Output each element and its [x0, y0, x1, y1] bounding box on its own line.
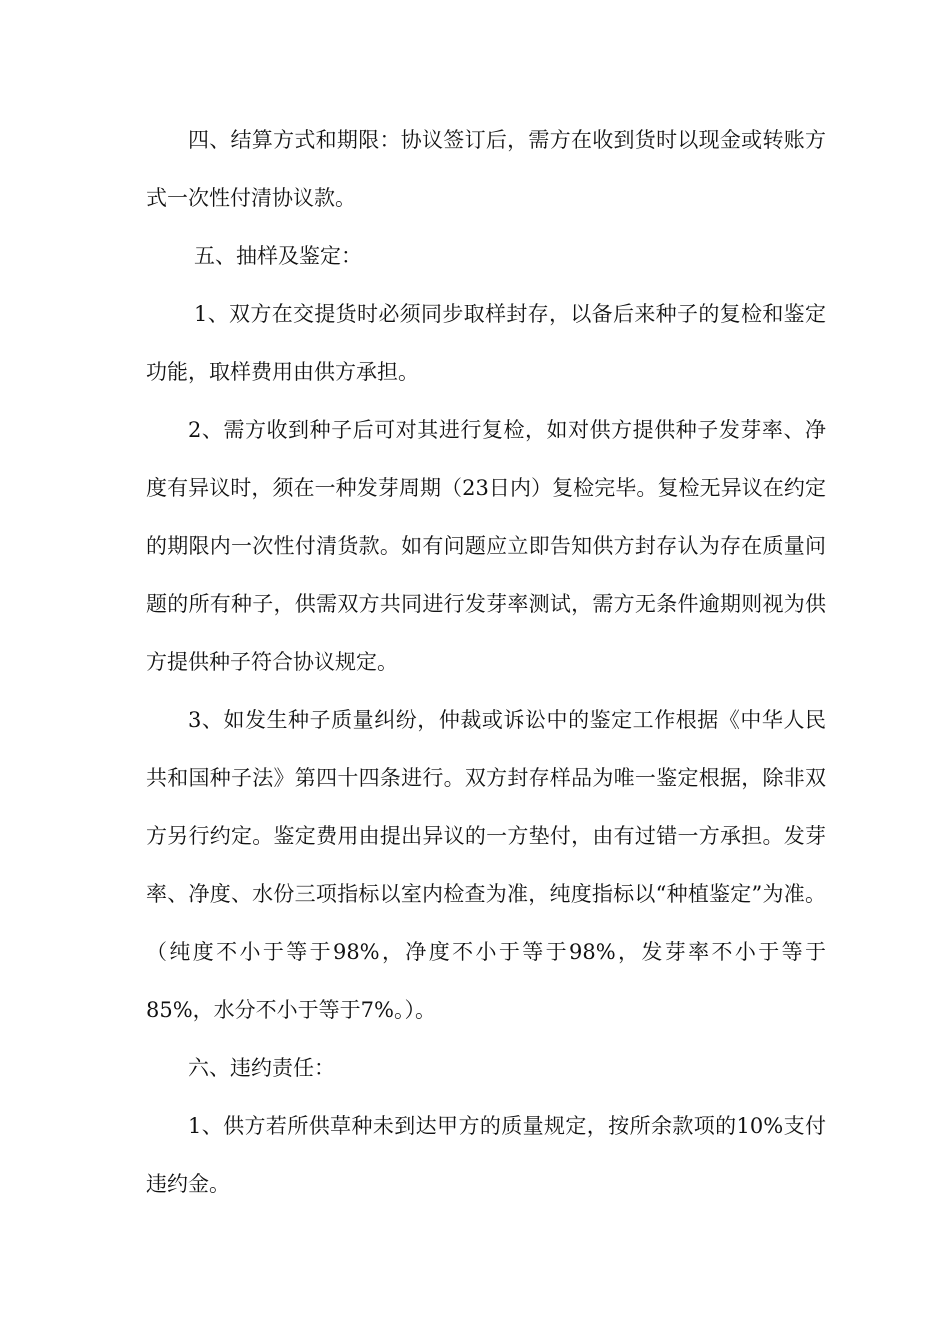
liability-item-1: 1、供方若所供草种未到达甲方的质量规定，按所余款项的10%支付违约金。: [146, 1114, 826, 1196]
document-body: [146, 111, 826, 1213]
settlement-clause: 四、结算方式和期限：协议签订后，需方在收到货时以现金或转账方式一次性付清协议款。: [146, 128, 826, 210]
sampling-item-1: 1、双方在交提货时必须同步取样封存，以备后来种子的复检和鉴定功能，取样费用由供方承担。: [146, 302, 826, 384]
sampling-item-2: 2、需方收到种子后可对其进行复检，如对供方提供种子发芽率、净度有异议时，须在一种发芽周期（23日内）复检完毕。复检无异议在约定的期限内一次性付清货款。如有问题应立即告知供方封存认为存在质量问题的所有种子，供需双方共同进行发芽率测试，需方无条件逾期则视为供方提供种子符合协议规定。: [146, 418, 826, 674]
sampling-item-3: 3、如发生种子质量纠纷，仲裁或诉讼中的鉴定工作根据《中华人民共和国种子法》第四十四条进行。双方封存样品为唯一鉴定根据，除非双方另行约定。鉴定费用由提出异议的一方垫付，由有过错一方承担。发芽率、净度、水份三项指标以室内检查为准，纯度指标以“种植鉴定”为准。（纯度不小于等于98%，净度不小于等于98%，发芽率不小于等于85%，水分不小于等于7%。）。: [146, 708, 826, 1022]
liability-heading: 六、违约责任：: [188, 1056, 335, 1080]
sampling-heading: 五、抽样及鉴定：: [194, 244, 362, 268]
